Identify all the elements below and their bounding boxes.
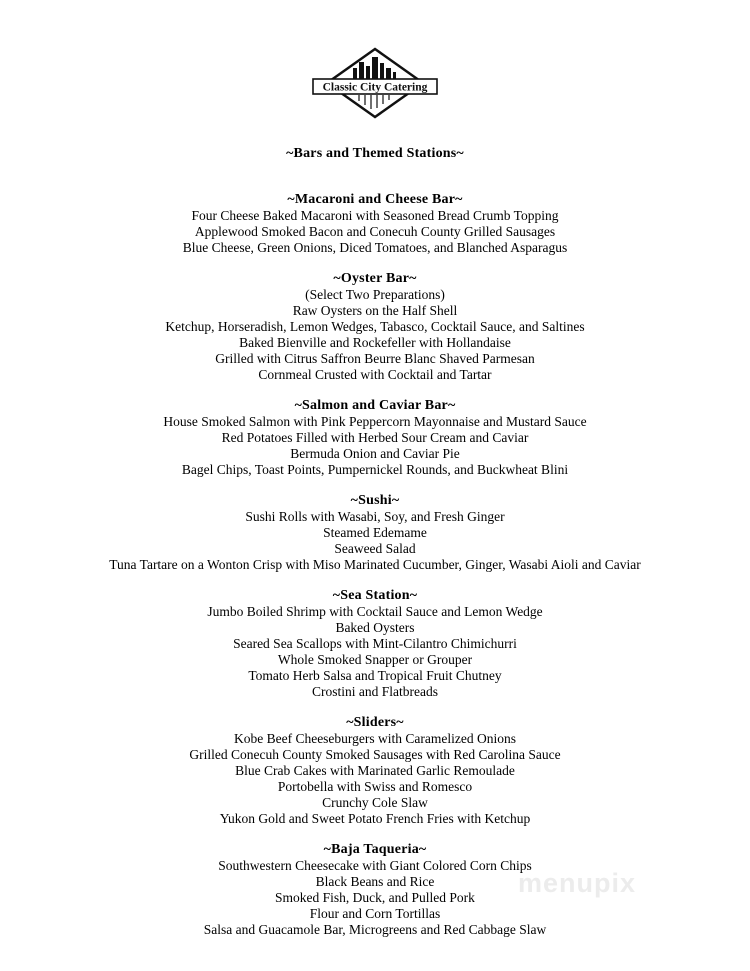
menu-item: Cornmeal Crusted with Cocktail and Tartar — [258, 367, 492, 382]
menu-item: Crunchy Cole Slaw — [322, 795, 428, 810]
menu-item: Grilled with Citrus Saffron Beurre Blanc Shaved Parmesan — [215, 351, 535, 366]
menu-item: Flour and Corn Tortillas — [309, 906, 441, 921]
menu-item: Applewood Smoked Bacon and Conecuh County Grilled Sausages — [194, 224, 556, 239]
menu-item: Bermuda Onion and Caviar Pie — [290, 446, 460, 461]
section-heading: ~Sliders~ — [346, 715, 404, 730]
menu-item: Seared Sea Scallops with Mint-Cilantro Chimichurri — [233, 636, 517, 651]
section-heading: ~Oyster Bar~ — [333, 271, 417, 286]
menu-item: Baked Oysters — [335, 620, 415, 635]
menu-section — [0, 588, 750, 700]
page-title: ~Bars and Themed Stations~ — [286, 146, 464, 161]
menu-item: Whole Smoked Snapper or Grouper — [277, 652, 473, 667]
watermark: menupix — [518, 868, 637, 898]
section-heading: ~Sea Station~ — [332, 588, 418, 603]
catering-logo-icon — [307, 46, 443, 120]
menu-item: Tomato Herb Salsa and Tropical Fruit Chutney — [248, 668, 502, 683]
menu-item: Raw Oysters on the Half Shell — [292, 303, 458, 318]
menu-item: Southwestern Cheesecake with Giant Colored Corn Chips — [218, 858, 532, 873]
menu-item: House Smoked Salmon with Pink Peppercorn Mayonnaise and Mustard Sauce — [163, 414, 587, 429]
menu-item: Portobella with Swiss and Romesco — [277, 779, 473, 794]
menu-item: Bagel Chips, Toast Points, Pumpernickel Rounds, and Buckwheat Blini — [181, 462, 569, 477]
menu-item: Salsa and Guacamole Bar, Microgreens and Red Cabbage Slaw — [203, 922, 547, 937]
logo-text: Classic City Catering — [322, 81, 428, 94]
menu-section — [0, 493, 750, 573]
menu-item: Blue Crab Cakes with Marinated Garlic Remoulade — [235, 763, 515, 778]
menu-item: Sushi Rolls with Wasabi, Soy, and Fresh Ginger — [245, 509, 505, 524]
section-heading: ~Salmon and Caviar Bar~ — [294, 398, 456, 413]
section-heading: ~Baja Taqueria~ — [323, 842, 427, 857]
menu-section — [0, 271, 750, 383]
menu-item: Smoked Fish, Duck, and Pulled Pork — [275, 890, 475, 905]
menu-item: (Select Two Preparations) — [305, 287, 445, 302]
menu-item: Baked Bienville and Rockefeller with Hollandaise — [239, 335, 511, 350]
menu-item: Seaweed Salad — [334, 541, 416, 556]
section-heading: ~Macaroni and Cheese Bar~ — [287, 192, 463, 207]
menu-item: Four Cheese Baked Macaroni with Seasoned Bread Crumb Topping — [191, 208, 559, 223]
menu-item: Blue Cheese, Green Onions, Diced Tomatoes, and Blanched Asparagus — [182, 240, 568, 255]
menu-item: Jumbo Boiled Shrimp with Cocktail Sauce and Lemon Wedge — [207, 604, 543, 619]
menu-item: Tuna Tartare on a Wonton Crisp with Miso Marinated Cucumber, Ginger, Wasabi Aioli and Caviar — [109, 557, 641, 572]
menu-section — [0, 842, 750, 938]
menu-section — [0, 715, 750, 827]
menu-item: Grilled Conecuh County Smoked Sausages with Red Carolina Sauce — [189, 747, 561, 762]
menu-item: Black Beans and Rice — [315, 874, 435, 889]
menu-item: Kobe Beef Cheeseburgers with Caramelized Onions — [233, 731, 517, 746]
menu-item: Red Potatoes Filled with Herbed Sour Cream and Caviar — [221, 430, 529, 445]
menu-section — [0, 398, 750, 478]
menu-item: Ketchup, Horseradish, Lemon Wedges, Tabasco, Cocktail Sauce, and Saltines — [165, 319, 585, 334]
section-heading: ~Sushi~ — [350, 493, 400, 508]
logo — [0, 46, 750, 120]
menu-item: Steamed Edemame — [323, 525, 427, 540]
menu-item: Crostini and Flatbreads — [312, 684, 438, 699]
menu-item: Yukon Gold and Sweet Potato French Fries with Ketchup — [219, 811, 531, 826]
menu-sections — [0, 192, 750, 938]
menu-section — [0, 192, 750, 256]
